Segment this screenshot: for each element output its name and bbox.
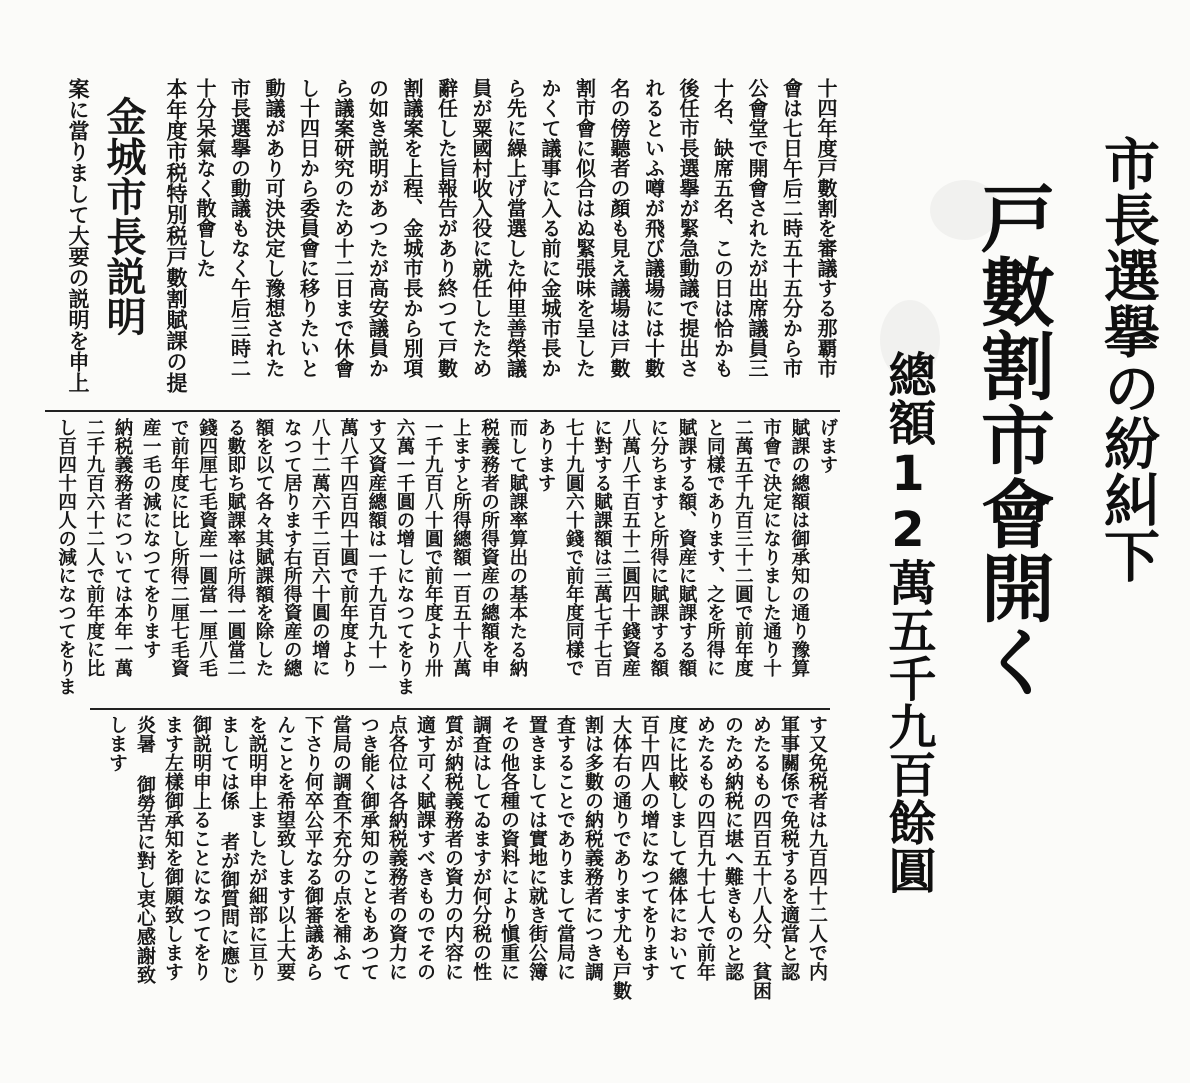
article-middle [50, 418, 840, 703]
article-top-left [40, 78, 190, 408]
headline-block [855, 100, 1175, 980]
text-column: ら議案研究のため十二日まで休會 [331, 78, 355, 378]
text-column: 下さり何卒公平なる御審議あら [302, 715, 324, 981]
text-column: 質が納税義務者の資力の内容に [442, 715, 464, 981]
text-column: あります [535, 418, 556, 492]
headline-line-3: 總額12萬五千九百餘圓 [880, 350, 936, 894]
text-column: 賦課する額、資産に賦課する額 [676, 418, 697, 677]
text-column: 御説明申上ることになつてをり [190, 715, 212, 981]
text-column: 動議があり可決決定し豫想された [262, 78, 286, 378]
text-column: 十名、缺席五名、この日は恰かも [710, 78, 735, 378]
text-column: れるといふ噂が飛び議場には十數 [641, 78, 666, 378]
text-column: 後任市長選擧が緊急動議で提出さ [676, 78, 700, 378]
text-column: に對する賦課額は三萬七千七百 [591, 418, 613, 677]
sub-heading: 金城市長説明 [100, 96, 146, 336]
text-column: の如き説明があつたが高安議員か [365, 78, 390, 378]
text-column: 案に當りまして大要の説明を申上 [66, 78, 91, 393]
text-column: んことを希望致します以上大要 [274, 715, 296, 981]
text-column: に分ちますと所得に賦課する額 [647, 418, 669, 677]
article-top-right [180, 78, 840, 398]
text-column: を説明申上ましたが細部に亘り [246, 715, 268, 981]
text-column: 二千九百六十二人で前年度に比 [83, 418, 105, 677]
text-column: 産一毛の減になつてをります [140, 418, 162, 659]
text-column: 度に比較しまして總体において [666, 715, 688, 981]
text-column: めたるもの四百九十七人で前年 [694, 715, 716, 981]
text-column: 査することでありまして當局に [554, 715, 576, 981]
text-column: 二萬五千九百三十二圓で前年度 [732, 418, 754, 677]
text-column: し百四十四人の減になつてをりま [55, 418, 77, 696]
text-column: 一千九百八十圓で前年度より卅 [422, 418, 444, 677]
text-column: 七十九圓六十錢で前年度同樣で [563, 418, 585, 677]
text-column: す又免税者は九百四十二人で内 [806, 715, 828, 981]
text-column: 六萬一千圓の增しになつてをりま [394, 418, 415, 696]
text-column: 市會で決定になりました通り十 [760, 418, 782, 677]
text-column: げます [817, 418, 838, 474]
text-column: 市長選擧の動議もなく午后三時二 [227, 78, 252, 378]
text-column: 當局の調査不充分の点を補ふて [330, 715, 352, 981]
text-column: 錢四厘七毛資産一圓當一厘八毛 [196, 418, 218, 677]
text-column: 十四年度戸數割を審議する那覇市 [814, 78, 838, 378]
text-column: 額を以て各々其賦課額を除した [253, 418, 274, 677]
text-column: のため納税に堪へ難きものと認 [722, 715, 744, 981]
text-column: 公會堂で開會されたが出席議員三 [745, 78, 769, 378]
text-column: 置きましては實地に就き街公簿 [526, 715, 548, 981]
text-column: で前年度に比し所得二厘七毛資 [168, 418, 190, 677]
text-column: 會は七日午后二時五十五分から市 [779, 78, 804, 378]
headline-line-1: 市長選擧の紛糾下 [1095, 135, 1160, 583]
text-column: 名の傍聽者の顏も見え議場は戸數 [607, 78, 631, 378]
text-column: 員が粟國村收入役に就任したため [469, 78, 493, 378]
text-column: 割は多數の納税義務者につき調 [582, 715, 604, 981]
text-column: ましては係 者が御質問に應じ [218, 715, 240, 984]
text-column: す又資産總額は一千九百九十一 [365, 418, 387, 677]
text-column: る數即ち賦課率は所得一圓當二 [224, 418, 246, 677]
text-column: 割市會に似合はぬ緊張味を呈した [572, 78, 597, 378]
text-column: します [106, 715, 128, 772]
text-column: ら先に繰上げ當選した仲里善榮議 [503, 78, 528, 378]
text-column: つき能く御承知のこともあつて [358, 715, 380, 981]
text-column: 萬八千四百四十圓で前年度より [337, 418, 359, 677]
text-column: と同樣であります、之を所得に [704, 418, 726, 677]
text-column: 割議案を上程、金城市長から別項 [400, 78, 424, 378]
text-column: 納税義務者については本年一萬 [112, 418, 133, 677]
text-column: 適す可く賦課すべきものでその [414, 715, 436, 981]
text-column: めたるもの四百五十八人分、貧困 [750, 715, 772, 1000]
text-column: なつて居ります右所得資産の總 [281, 418, 303, 677]
text-column: 税義務者の所得資産の總額を申 [478, 418, 500, 677]
text-column: その他各種の資料により愼重に [498, 715, 520, 981]
text-column: 十分呆氣なく散會した [193, 78, 217, 278]
text-column: 本年度市税特別税戸數割賦課の提 [164, 78, 189, 393]
text-column: 賦課の總額は御承知の通り豫算 [788, 418, 810, 677]
text-column: 而して賦課率算出の基本たる納 [506, 418, 528, 677]
text-column: し十四日から委員會に移りたいと [296, 78, 321, 378]
text-column: 百十四人の增になつてをります [638, 715, 660, 981]
text-column: 八萬八千百五十二圓四十錢資産 [619, 418, 641, 677]
text-column: かくて議事に入る前に金城市長か [538, 78, 562, 378]
text-column: ます左樣御承知を御願致します [162, 715, 184, 981]
article-bottom [100, 715, 830, 1015]
headline-line-2: 戸數割市會開く [969, 180, 1055, 698]
divider-rule [90, 708, 830, 710]
text-column: 炎暑 御勞苦に對し衷心感謝致 [134, 715, 156, 984]
text-column: 八十二萬六千二百六十圓の增に [309, 418, 331, 677]
text-column: 上ますと所得總額一百五十八萬 [450, 418, 472, 677]
text-column: 調査はしてゐますが何分税の性 [470, 715, 492, 981]
text-column: 点各位は各納税義務者の資力に [386, 715, 408, 981]
text-column: 軍事關係で免税するを適當と認 [778, 715, 800, 981]
divider-rule [45, 410, 840, 412]
text-column: 大体右の通りであります尤も戸數 [610, 715, 632, 1000]
text-column: 辭任した旨報告があり終つて戸數 [434, 78, 459, 378]
